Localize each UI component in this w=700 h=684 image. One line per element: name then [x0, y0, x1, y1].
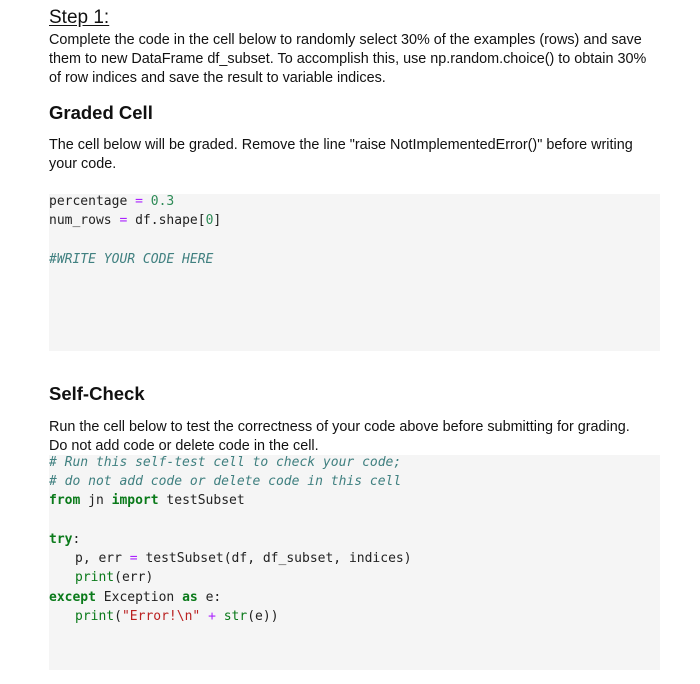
code-number: 0: [205, 213, 214, 228]
code-operator: =: [135, 194, 143, 209]
code-variable: p, err: [75, 551, 122, 566]
code-expression: df.shape: [135, 213, 198, 228]
self-check-note: Run the cell below to test the correctness of your code above before submitting for grading. Do not add code or delete code in the cell.: [49, 419, 630, 454]
code-variable: num_rows: [49, 213, 112, 228]
step-heading: Step 1:: [49, 7, 110, 28]
code-module: jn: [88, 493, 104, 508]
code-number: 0.3: [150, 194, 175, 209]
inline-code-df-subset: df_subset: [207, 51, 270, 67]
code-keyword: as: [182, 590, 198, 605]
code-builtin: print: [75, 570, 115, 585]
code-comment: #WRITE YOUR CODE HERE: [49, 252, 214, 267]
self-check-code-cell[interactable]: [49, 455, 660, 670]
code-variable: percentage: [49, 194, 128, 209]
code-bracket: ]: [213, 213, 222, 228]
code-keyword: from: [49, 493, 81, 508]
instruction-text: . To accomplish this, use: [269, 51, 431, 67]
code-line: [49, 530, 80, 549]
code-line: [49, 250, 213, 269]
code-comment: # do not add code or delete code in this cell: [49, 474, 402, 489]
code-expression: testSubset(df, df_subset, indices): [145, 551, 412, 566]
code-keyword: import: [111, 493, 159, 508]
step-instruction: [49, 31, 649, 88]
code-args: (e)): [247, 609, 279, 624]
graded-code-cell[interactable]: [49, 194, 660, 351]
code-line: [49, 588, 221, 607]
inline-code-indices: indices: [336, 70, 382, 86]
code-punct: (: [114, 609, 122, 624]
self-check-heading: Self-Check: [49, 383, 145, 404]
code-operator: =: [119, 213, 128, 228]
code-args: (err): [114, 570, 154, 585]
instruction-text: Complete the code in the cell below to randomly select 30% of the examples (rows) and save them to new DataFrame: [49, 32, 642, 67]
code-keyword: except: [49, 590, 96, 605]
instruction-text: .: [381, 70, 386, 86]
code-keyword: try: [49, 532, 73, 547]
code-comment: # Run this self-test cell to check your code;: [49, 455, 402, 470]
code-name: Exception: [103, 590, 175, 605]
code-line: [49, 472, 401, 491]
code-line: [49, 453, 401, 472]
graded-cell-heading: Graded Cell: [49, 102, 153, 123]
code-line: [49, 568, 153, 587]
code-builtin: str: [223, 609, 248, 624]
instruction-text: to obtain 30% of row indices and save the result to variable: [49, 51, 647, 86]
code-variable: e:: [205, 590, 222, 605]
code-operator: =: [129, 551, 138, 566]
code-line: [49, 607, 279, 626]
code-line: [49, 549, 412, 568]
code-bracket: [: [197, 213, 206, 228]
code-punct: :: [72, 532, 81, 547]
code-line: [49, 192, 174, 211]
code-builtin: print: [75, 609, 115, 624]
graded-cell-note: The cell below will be graded. Remove the line "raise NotImplementedError()" before writing your code.: [49, 137, 633, 172]
code-line: [49, 211, 221, 230]
code-name: testSubset: [166, 493, 245, 508]
code-line: [49, 491, 245, 510]
code-operator: +: [208, 609, 216, 624]
inline-code-np-random-choice: np.random.choice(): [430, 51, 555, 67]
code-string: "Error!\n": [121, 609, 201, 624]
